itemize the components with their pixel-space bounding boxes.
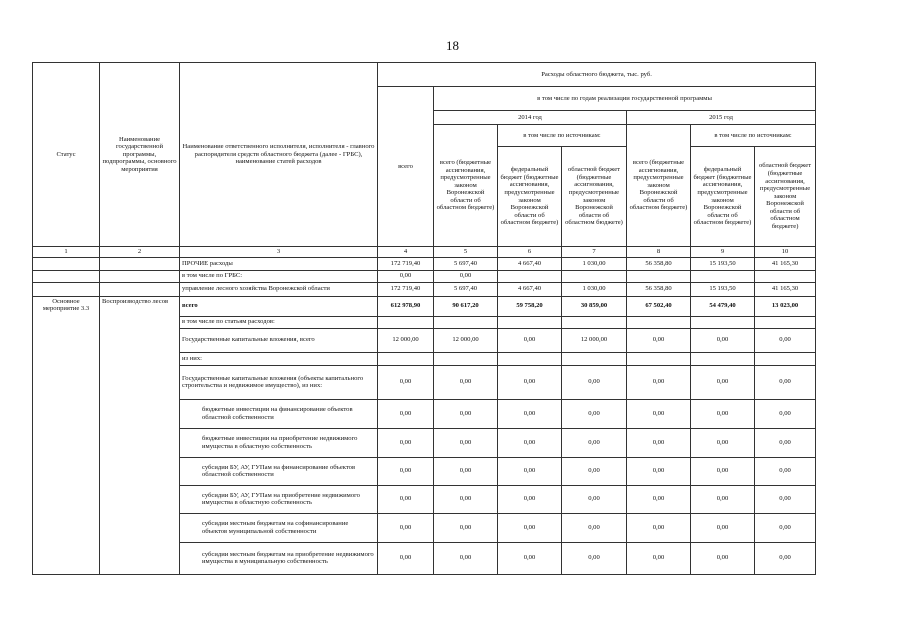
value-cell: 12 000,00 (378, 328, 434, 352)
header-executor: Наименование ответственного исполнителя, исполнителя - главного распорядителя средств областного бюджета (далее - ГРБС), наименование статей расходов (180, 63, 378, 247)
table-row (33, 282, 816, 296)
row-label: субсидии местным бюджетам на приобретение недвижимого имущества в муниципальную собственность (180, 542, 378, 574)
column-number: 4 (378, 247, 434, 258)
program-cell (100, 257, 180, 270)
page-number: 18 (446, 38, 459, 53)
value-cell: 0,00 (378, 457, 434, 485)
value-cell: 0,00 (562, 399, 627, 428)
value-cell (434, 316, 498, 328)
header-year-2014: 2014 год (434, 111, 627, 125)
value-cell: 0,00 (627, 513, 691, 542)
column-number: 10 (755, 247, 816, 258)
value-cell: 0,00 (562, 457, 627, 485)
column-number: 9 (691, 247, 755, 258)
value-cell: 30 859,00 (562, 296, 627, 316)
value-cell: 0,00 (562, 513, 627, 542)
header-federal-2014: федеральный бюджет (бюджетные ассигнования, предусмотренные законом Воронежской области об областном бюджете) (498, 147, 562, 247)
value-cell: 54 479,40 (691, 296, 755, 316)
event-name: Воспроизводство лесов (100, 296, 180, 574)
value-cell: 15 193,50 (691, 282, 755, 296)
value-cell: 0,00 (627, 542, 691, 574)
header-by-years: в том числе по годам реализации государственной программы (434, 87, 816, 111)
event-status: Основное мероприятие 3.3 (33, 296, 100, 574)
value-cell: 1 030,00 (562, 257, 627, 270)
value-cell: 59 758,20 (498, 296, 562, 316)
header-regional-2015: областной бюджет (бюджетные ассигнования, предусмотренные законом Воронежской области об областном бюджете) (755, 147, 816, 247)
row-label: ПРОЧИЕ расходы (180, 257, 378, 270)
value-cell (627, 316, 691, 328)
value-cell: 0,00 (627, 365, 691, 399)
value-cell (755, 270, 816, 282)
column-number: 5 (434, 247, 498, 258)
value-cell: 0,00 (755, 328, 816, 352)
value-cell (434, 352, 498, 365)
header-program-name: Наименование государственной программы, подпрограммы, основного мероприятия (100, 63, 180, 247)
value-cell: 90 617,20 (434, 296, 498, 316)
header-by-sources-2015: в том числе по источникам: (691, 125, 816, 147)
row-label: бюджетные инвестиции на приобретение недвижимого имущества в областную собственность (180, 428, 378, 457)
value-cell: 0,00 (498, 328, 562, 352)
value-cell (562, 270, 627, 282)
value-cell: 67 502,40 (627, 296, 691, 316)
value-cell: 0,00 (498, 457, 562, 485)
value-cell: 0,00 (627, 399, 691, 428)
value-cell (691, 352, 755, 365)
value-cell: 0,00 (691, 513, 755, 542)
table-row (33, 270, 816, 282)
row-label: в том числе по ГРБС: (180, 270, 378, 282)
value-cell: 0,00 (498, 542, 562, 574)
column-number: 6 (498, 247, 562, 258)
value-cell: 0,00 (691, 365, 755, 399)
value-cell: 0,00 (434, 513, 498, 542)
value-cell: 0,00 (755, 399, 816, 428)
value-cell: 0,00 (562, 365, 627, 399)
value-cell: 0,00 (498, 399, 562, 428)
column-number: 1 (33, 247, 100, 258)
value-cell: 0,00 (691, 485, 755, 513)
status-cell (33, 270, 100, 282)
value-cell: 0,00 (627, 457, 691, 485)
value-cell: 4 667,40 (498, 257, 562, 270)
header-expenses: Расходы областного бюджета, тыс. руб. (378, 63, 816, 87)
value-cell: 0,00 (434, 270, 498, 282)
header-by-sources-2014: в том числе по источникам: (498, 125, 627, 147)
row-label: всего (180, 296, 378, 316)
value-cell: 172 719,40 (378, 282, 434, 296)
value-cell: 0,00 (378, 428, 434, 457)
row-label: субсидии БУ, АУ, ГУПам на приобретение недвижимого имущества в областную собственность (180, 485, 378, 513)
row-label: субсидии местным бюджетам на софинансирование объектов муниципальной собственности (180, 513, 378, 542)
value-cell: 0,00 (562, 485, 627, 513)
value-cell: 0,00 (562, 542, 627, 574)
value-cell (691, 316, 755, 328)
value-cell: 0,00 (627, 328, 691, 352)
value-cell: 0,00 (691, 328, 755, 352)
status-cell (33, 282, 100, 296)
row-label: Государственные капитальные вложения (объекты капитального строительства и недвижимое имущество), из них: (180, 365, 378, 399)
value-cell: 0,00 (755, 428, 816, 457)
value-cell: 5 697,40 (434, 282, 498, 296)
value-cell: 0,00 (378, 365, 434, 399)
value-cell: 12 000,00 (562, 328, 627, 352)
value-cell: 13 023,00 (755, 296, 816, 316)
value-cell: 172 719,40 (378, 257, 434, 270)
value-cell: 0,00 (434, 485, 498, 513)
value-cell: 0,00 (498, 485, 562, 513)
value-cell: 5 697,40 (434, 257, 498, 270)
header-status: Статус (33, 63, 100, 247)
value-cell: 0,00 (378, 513, 434, 542)
header-federal-2015: федеральный бюджет (бюджетные ассигнования, предусмотренные законом Воронежской области об областном бюджете) (691, 147, 755, 247)
value-cell (378, 352, 434, 365)
header-regional-2014: областной бюджет (бюджетные ассигнования, предусмотренные законом Воронежской области об областном бюджете) (562, 147, 627, 247)
column-number: 7 (562, 247, 627, 258)
header-year-2015: 2015 год (627, 111, 816, 125)
value-cell (691, 270, 755, 282)
column-number: 2 (100, 247, 180, 258)
value-cell: 0,00 (691, 428, 755, 457)
budget-table (32, 62, 816, 575)
value-cell: 0,00 (378, 542, 434, 574)
value-cell: 612 978,90 (378, 296, 434, 316)
header-total: всего (378, 87, 434, 247)
value-cell: 15 193,50 (691, 257, 755, 270)
value-cell: 0,00 (498, 513, 562, 542)
value-cell: 0,00 (755, 513, 816, 542)
header-total-budget-2014: всего (бюджетные ассигнования, предусмотренные законом Воронежской области об областном бюджете) (434, 125, 498, 247)
column-number: 8 (627, 247, 691, 258)
row-label: управление лесного хозяйства Воронежской области (180, 282, 378, 296)
value-cell (498, 352, 562, 365)
value-cell: 12 000,00 (434, 328, 498, 352)
value-cell (378, 316, 434, 328)
column-numbers-row (33, 247, 816, 258)
program-cell (100, 270, 180, 282)
value-cell (562, 316, 627, 328)
value-cell: 0,00 (755, 457, 816, 485)
value-cell (627, 352, 691, 365)
value-cell: 0,00 (378, 270, 434, 282)
value-cell: 0,00 (691, 399, 755, 428)
value-cell: 0,00 (691, 457, 755, 485)
row-label: бюджетные инвестиции на финансирование объектов областной собственности (180, 399, 378, 428)
value-cell (755, 352, 816, 365)
table-row (33, 257, 816, 270)
value-cell: 0,00 (378, 485, 434, 513)
value-cell (498, 270, 562, 282)
value-cell: 56 358,80 (627, 257, 691, 270)
row-label: Государственные капитальные вложения, всего (180, 328, 378, 352)
value-cell: 41 165,30 (755, 257, 816, 270)
value-cell: 0,00 (562, 428, 627, 457)
status-cell (33, 257, 100, 270)
value-cell: 0,00 (627, 485, 691, 513)
value-cell: 0,00 (498, 428, 562, 457)
value-cell: 1 030,00 (562, 282, 627, 296)
value-cell: 0,00 (755, 365, 816, 399)
value-cell: 0,00 (434, 428, 498, 457)
header-total-budget-2015: всего (бюджетные ассигнования, предусмотренные законом Воронежской области об областном бюджете) (627, 125, 691, 247)
row-label: субсидии БУ, АУ, ГУПам на финансирование объектов областной собственности (180, 457, 378, 485)
value-cell: 0,00 (627, 428, 691, 457)
value-cell: 0,00 (434, 399, 498, 428)
value-cell (755, 316, 816, 328)
table-row (33, 296, 816, 316)
value-cell: 0,00 (691, 542, 755, 574)
value-cell: 0,00 (378, 399, 434, 428)
column-number: 3 (180, 247, 378, 258)
value-cell: 4 667,40 (498, 282, 562, 296)
row-label: в том числе по статьям расходов: (180, 316, 378, 328)
value-cell (562, 352, 627, 365)
value-cell: 0,00 (434, 365, 498, 399)
value-cell: 56 358,80 (627, 282, 691, 296)
value-cell: 0,00 (755, 542, 816, 574)
value-cell: 0,00 (434, 457, 498, 485)
value-cell: 41 165,30 (755, 282, 816, 296)
value-cell: 0,00 (498, 365, 562, 399)
value-cell: 0,00 (434, 542, 498, 574)
value-cell: 0,00 (755, 485, 816, 513)
value-cell (498, 316, 562, 328)
row-label: из них: (180, 352, 378, 365)
program-cell (100, 282, 180, 296)
value-cell (627, 270, 691, 282)
